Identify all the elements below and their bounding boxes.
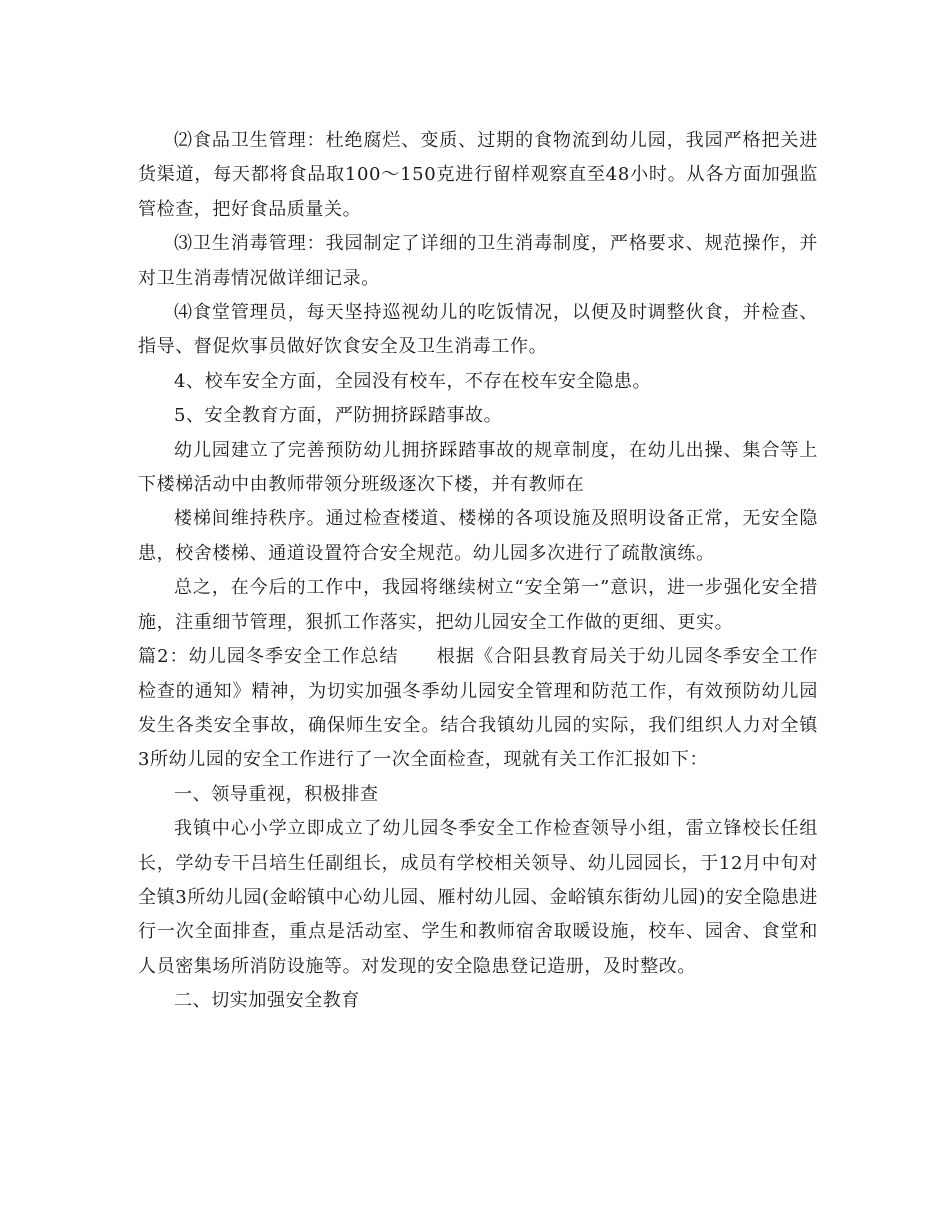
paragraph-food-hygiene: ⑵食品卫生管理：杜绝腐烂、变质、过期的食物流到幼儿园，我园严格把关进货渠道，每天都将食品取100～150克进行留样观察直至48小时。从各方面加强监管检查，把好食品质量关。 — [138, 130, 818, 220]
paragraph-summary: 总之，在今后的工作中，我园将继续树立“安全第一”意识，进一步强化安全措施，注重细节管理，狠抓工作落实，把幼儿园安全工作做的更细、更实。 — [138, 577, 818, 633]
paragraph-school-bus: 4、校车安全方面，全园没有校车，不存在校车安全隐患。 — [174, 370, 652, 392]
document-body — [138, 124, 818, 1019]
paragraph-canteen-manager: ⑷食堂管理员，每天坚持巡视幼儿的吃饭情况，以便及时调整伙食，并检查、指导、督促炊事员做好饮食安全及卫生消毒工作。 — [138, 302, 818, 358]
paragraph-inspection: 我镇中心小学立即成立了幼儿园冬季安全工作检查领导小组，雷立锋校长任组长，学幼专干吕培生任副组长，成员有学校相关领导、幼儿园园长，于12月中旬对全镇3所幼儿园(金峪镇中心幼儿园、雁村幼儿园、金峪镇东街幼儿园)的安全隐患进行一次全面排查，重点是活动室、学生和教师宿舍取暖设施，校车、园舍、食堂和人员密集场所消防设施等。对发现的安全隐患登记造册，及时整改。 — [138, 818, 818, 977]
paragraph-safety-education: 5、安全教育方面，严防拥挤踩踏事故。 — [174, 405, 503, 427]
section-heading-1: 一、领导重视，积极排查 — [174, 783, 379, 805]
paragraph-stair-order: 楼梯间维持秩序。通过检查楼道、楼梯的各项设施及照明设备正常，无安全隐患，校舍楼梯、通道设置符合安全规范。幼儿园多次进行了疏散演练。 — [138, 508, 818, 564]
paragraph-disinfection: ⑶卫生消毒管理：我园制定了详细的卫生消毒制度，严格要求、规范操作，并对卫生消毒情况做详细记录。 — [138, 233, 818, 289]
section-heading-2: 二、切实加强安全教育 — [174, 990, 360, 1012]
paragraph-article-2-intro: 篇2：幼儿园冬季安全工作总结 根据《合阳县教育局关于幼儿园冬季安全工作检查的通知》精神，为切实加强冬季幼儿园安全管理和防范工作，有效预防幼儿园发生各类安全事故，确保师生安全。结合我镇幼儿园的实际，我们组织人力对全镇3所幼儿园的安全工作进行了一次全面检查，现就有关工作汇报如下： — [138, 646, 818, 771]
paragraph-stair-rules: 幼儿园建立了完善预防幼儿拥挤踩踏事故的规章制度，在幼儿出操、集合等上下楼梯活动中由教师带领分班级逐次下楼，并有教师在 — [138, 439, 818, 496]
